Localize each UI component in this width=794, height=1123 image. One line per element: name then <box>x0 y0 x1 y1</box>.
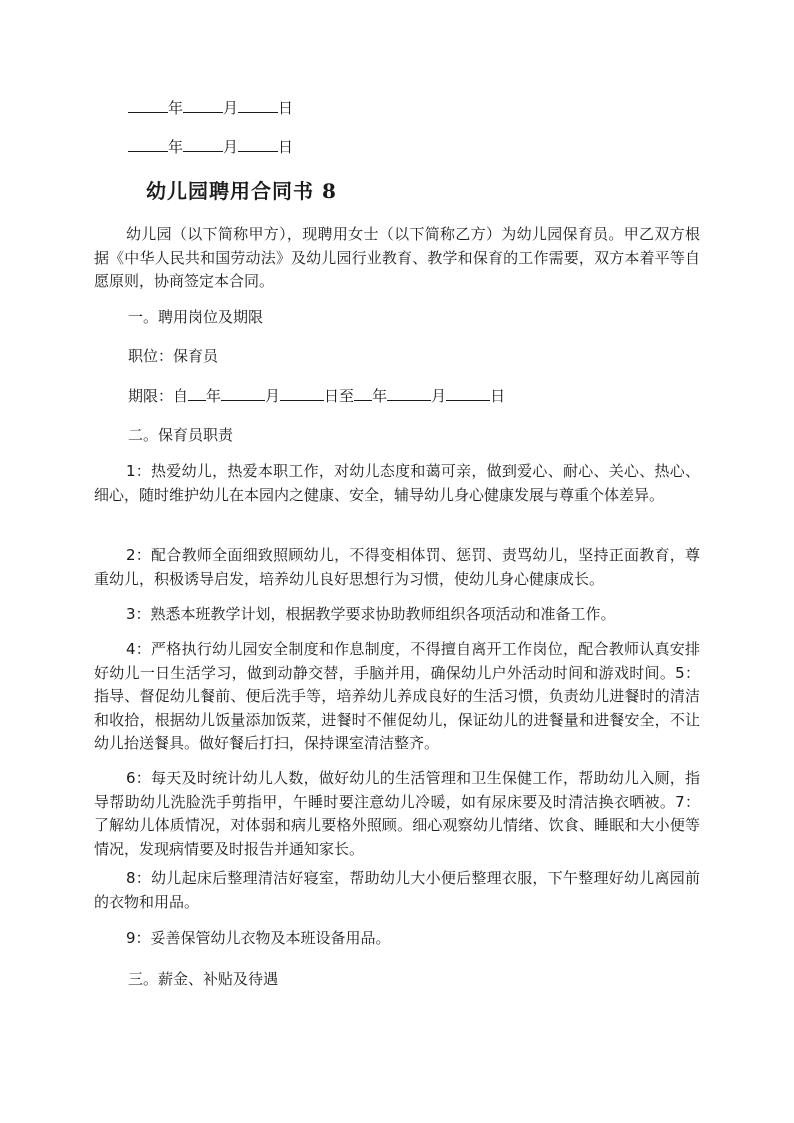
date-day-label: 日 <box>278 99 294 117</box>
blank-field <box>221 386 265 401</box>
duty-paragraph: 3：熟悉本班教学计划，根据教学要求协助教师组织各项活动和准备工作。 <box>126 605 616 623</box>
blank-field <box>188 386 206 401</box>
date-year-label: 年 <box>168 99 184 117</box>
blank-field <box>446 386 490 401</box>
section-heading: 一。聘用岗位及期限 <box>128 308 264 326</box>
blank-field <box>280 386 324 401</box>
date-year-label: 年 <box>168 138 184 156</box>
position-line: 职位：保育员 <box>128 347 219 365</box>
term-year-label: 年 <box>372 387 388 405</box>
term-line <box>128 386 505 405</box>
duty-paragraph: 4：严格执行幼儿园安全制度和作息制度，不得擅自离开工作岗位，配合教师认真安排好幼儿一日生活学习，做到动静交替，手脑并用，确保幼儿户外活动时间和游戏时间。5：指导、督促幼儿餐前、便后洗手等，培养幼儿养成良好的生活习惯，负责幼儿进餐时的清洁和收拾，根据幼儿饭量添加饭菜，进餐时不催促幼儿，保证幼儿的进餐量和进餐安全，不让幼儿抬送餐具。做好餐后打扫，保持课室清洁整齐。 <box>94 640 700 752</box>
term-month-label: 月 <box>431 387 447 405</box>
blank-field <box>128 137 168 152</box>
section-heading: 二。保育员职责 <box>128 426 234 444</box>
blank-field <box>387 386 431 401</box>
term-day-label: 日 <box>490 387 506 405</box>
blank-field <box>238 137 278 152</box>
term-day-label: 日至 <box>324 387 355 405</box>
date-month-label: 月 <box>223 99 239 117</box>
date-day-label: 日 <box>278 138 294 156</box>
blank-field <box>183 137 223 152</box>
date-line <box>128 98 293 117</box>
term-year-label: 年 <box>206 387 222 405</box>
term-label: 期限：自 <box>128 387 189 405</box>
intro-paragraph: 幼儿园（以下简称甲方），现聘用女士（以下简称乙方）为幼儿园保育员。甲乙双方根据《中华人民共和国劳动法》及幼儿园行业教育、教学和保育的工作需要，双方本着平等自愿原则，协商签定本合同。 <box>94 225 700 290</box>
duty-paragraph: 6：每天及时统计幼儿人数，做好幼儿的生活管理和卫生保健工作，帮助幼儿入厕，指导帮助幼儿洗脸洗手剪指甲，午睡时要注意幼儿冷暖，如有尿床要及时清洁换衣晒被。7：了解幼儿体质情况，对体弱和病儿要格外照顾。细心观察幼儿情绪、饮食、睡眠和大小便等情况，发现病情要及时报告并通知家长。 <box>94 769 700 858</box>
duty-paragraph: 9：妥善保管幼儿衣物及本班设备用品。 <box>126 929 391 947</box>
blank-field <box>354 386 372 401</box>
blank-field <box>183 98 223 113</box>
date-line <box>128 137 293 156</box>
blank-field <box>238 98 278 113</box>
document-title: 幼儿园聘用合同书 8 <box>146 179 337 203</box>
duty-paragraph: 1：热爱幼儿，热爱本职工作，对幼儿态度和蔼可亲，做到爱心、耐心、关心、热心、细心，随时维护幼儿在本园内之健康、安全，辅导幼儿身心健康发展与尊重个体差异。 <box>94 462 700 504</box>
duty-paragraph: 8：幼儿起床后整理清洁好寝室，帮助幼儿大小便后整理衣服，下午整理好幼儿离园前的衣物和用品。 <box>94 869 700 911</box>
date-month-label: 月 <box>223 138 239 156</box>
term-month-label: 月 <box>265 387 281 405</box>
blank-field <box>128 98 168 113</box>
duty-paragraph: 2：配合教师全面细致照顾幼儿，不得变相体罚、惩罚、责骂幼儿，坚持正面教育，尊重幼儿，积极诱导启发，培养幼儿良好思想行为习惯，使幼儿身心健康成长。 <box>94 546 700 588</box>
section-heading: 三。薪金、补贴及待遇 <box>128 970 279 988</box>
